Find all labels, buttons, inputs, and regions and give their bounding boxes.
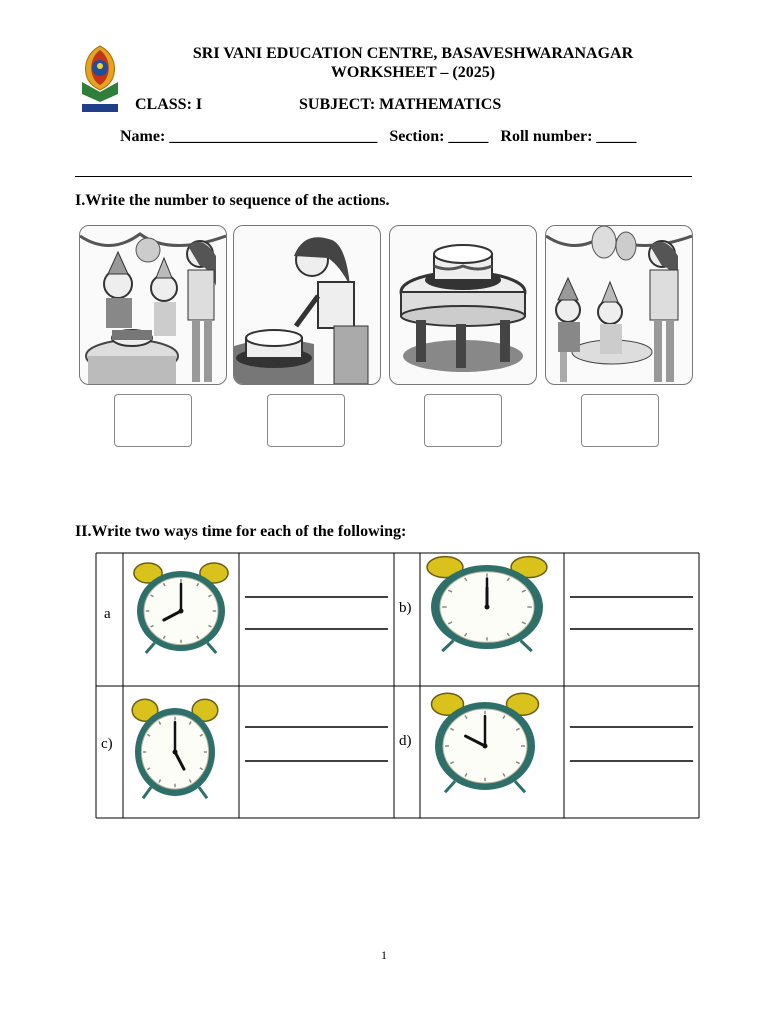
clock-center xyxy=(173,750,178,755)
subject-label: SUBJECT: MATHEMATICS xyxy=(299,96,502,113)
clock-leg xyxy=(442,641,453,652)
clock-4-icon xyxy=(432,693,539,792)
worksheet-title: WORKSHEET – (2025) xyxy=(330,64,496,81)
student-details-line[interactable]: Name: __________________________ Section: _____ Roll number: _____ xyxy=(120,128,637,145)
clock-center xyxy=(485,605,490,610)
clock-label-c: c) xyxy=(101,736,113,752)
question-2-heading: II.Write two ways time for each of the following: xyxy=(75,523,407,540)
clock-1-icon xyxy=(134,563,228,653)
clock-leg xyxy=(146,643,155,653)
class-label: CLASS: I xyxy=(135,96,203,113)
clock-3-icon xyxy=(132,699,218,798)
school-name: SRI VANI EDUCATION CENTRE, BASAVESHWARANAGAR xyxy=(192,45,634,62)
clock-2-icon xyxy=(427,557,547,652)
clock-leg xyxy=(207,643,216,653)
clock-leg xyxy=(445,781,455,792)
clock-label-d: d) xyxy=(399,733,412,749)
clock-center xyxy=(483,744,488,749)
clock-leg xyxy=(515,781,525,792)
clock-label-a: a xyxy=(104,606,111,622)
clock-leg xyxy=(199,787,207,798)
clock-center xyxy=(179,609,184,614)
clock-leg xyxy=(143,787,151,798)
clock-leg xyxy=(521,641,532,652)
question-1-heading: I.Write the number to sequence of the actions. xyxy=(75,192,390,209)
clock-label-b: b) xyxy=(399,600,412,616)
page-number: 1 xyxy=(381,948,387,962)
